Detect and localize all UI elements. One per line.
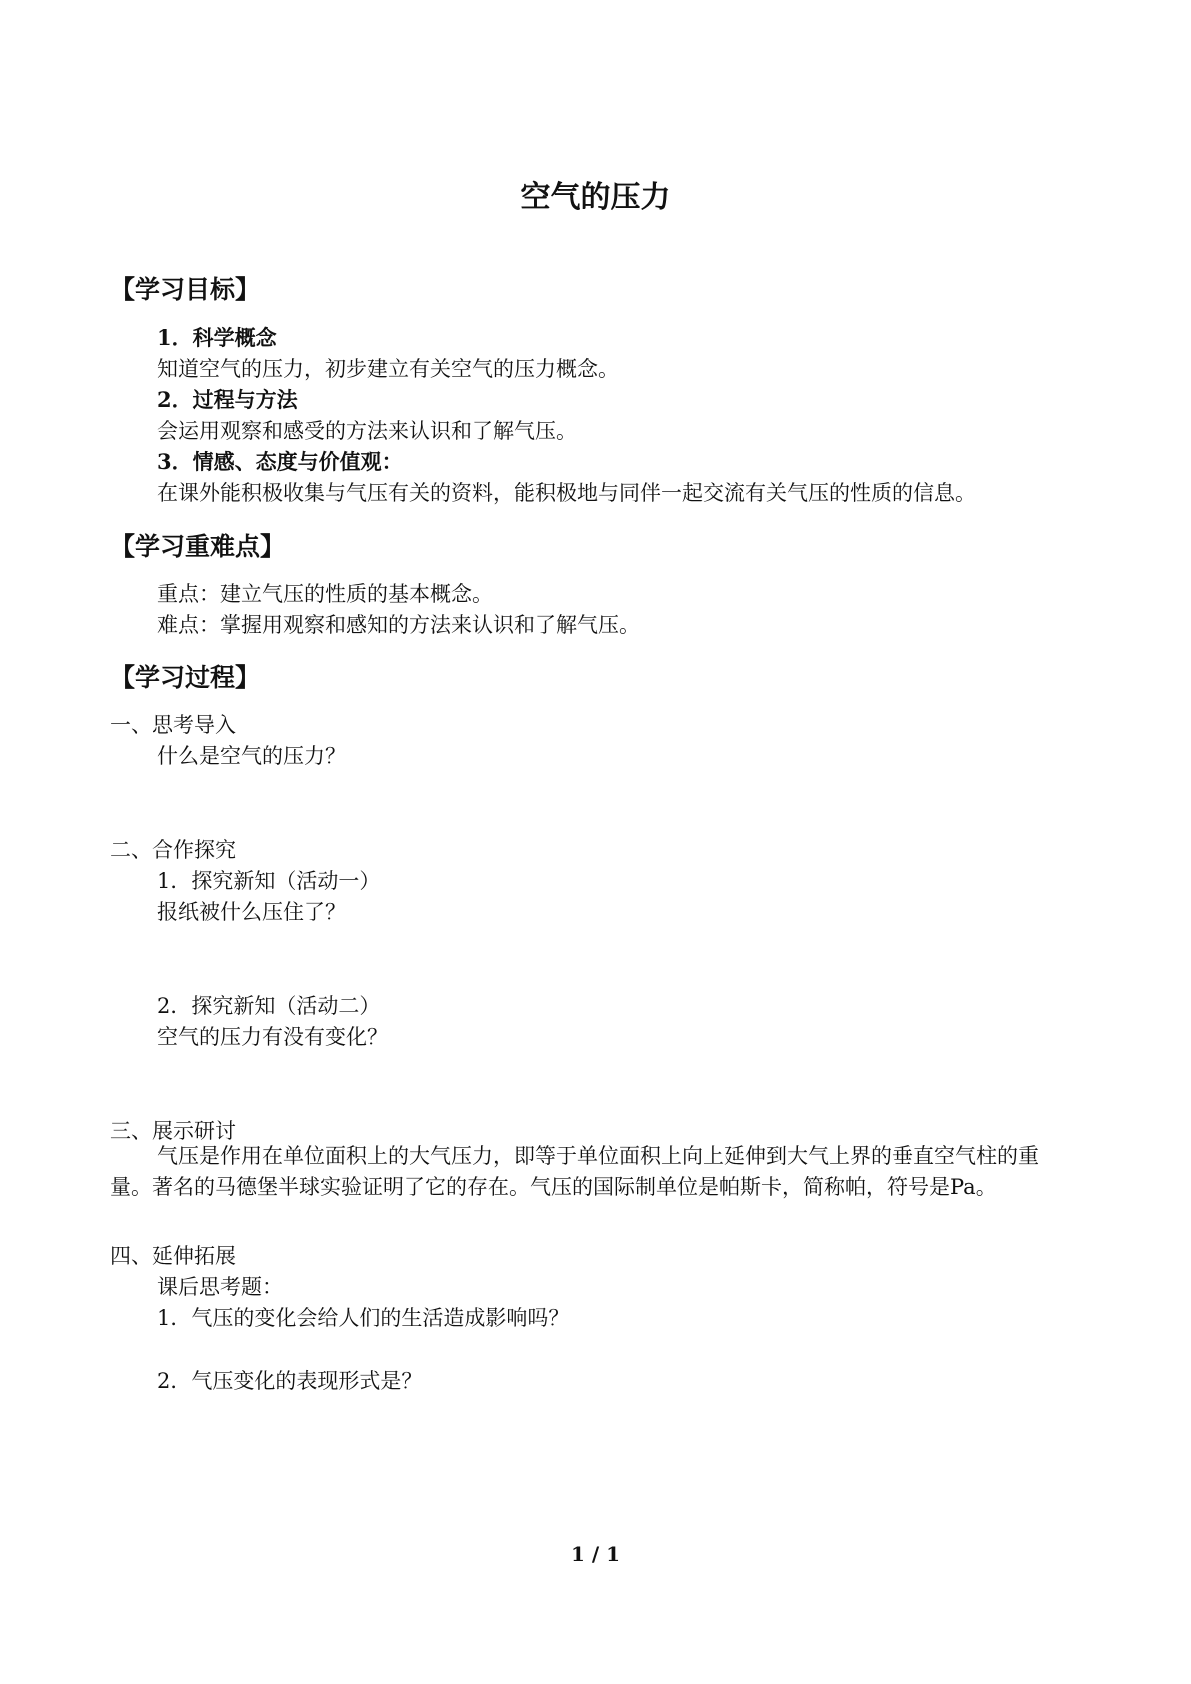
objectives-heading: 【学习目标】 [110, 275, 261, 304]
activity2-label: 2．探究新知（活动二） [157, 994, 381, 1018]
objective-1-text: 知道空气的压力，初步建立有关空气的压力概念。 [157, 357, 619, 381]
section3-title: 三、展示研讨 [110, 1119, 236, 1143]
section4-intro: 课后思考题： [157, 1275, 283, 1299]
activity1-label: 1．探究新知（活动一） [157, 869, 381, 893]
section4-question-2: 2．气压变化的表现形式是？ [157, 1369, 423, 1393]
section1-title: 一、思考导入 [110, 713, 236, 737]
page-number: 1 / 1 [570, 1542, 621, 1566]
activity2-question: 空气的压力有没有变化？ [157, 1025, 388, 1049]
keypoints-difficulty: 难点：掌握用观察和感知的方法来认识和了解气压。 [157, 613, 640, 637]
objective-3-label: 3．情感、态度与价值观： [157, 449, 403, 474]
section3-paragraph: 气压是作用在单位面积上的大气压力，即等于单位面积上向上延伸到大气上界的垂直空气柱的重量。著名的马德堡半球实验证明了它的存在。气压的国际制单位是帕斯卡，简称帕，符号是Pa。 [110, 1144, 1039, 1199]
objective-2-text: 会运用观察和感受的方法来认识和了解气压。 [157, 419, 577, 443]
section4-title: 四、延伸拓展 [110, 1244, 236, 1268]
objective-3-text: 在课外能积极收集与气压有关的资料，能积极地与同伴一起交流有关气压的性质的信息。 [157, 481, 976, 505]
section2-title: 二、合作探究 [110, 838, 236, 862]
section4-question-1: 1．气压的变化会给人们的生活造成影响吗？ [157, 1306, 570, 1330]
section1-question: 什么是空气的压力？ [157, 744, 346, 768]
page-title: 空气的压力 [520, 180, 671, 215]
process-heading: 【学习过程】 [110, 663, 261, 692]
objective-1-label: 1．科学概念 [157, 325, 277, 350]
keypoints-heading: 【学习重难点】 [110, 532, 286, 561]
activity1-question: 报纸被什么压住了？ [157, 900, 346, 924]
keypoints-focus: 重点：建立气压的性质的基本概念。 [157, 582, 493, 606]
objective-2-label: 2．过程与方法 [157, 387, 298, 412]
